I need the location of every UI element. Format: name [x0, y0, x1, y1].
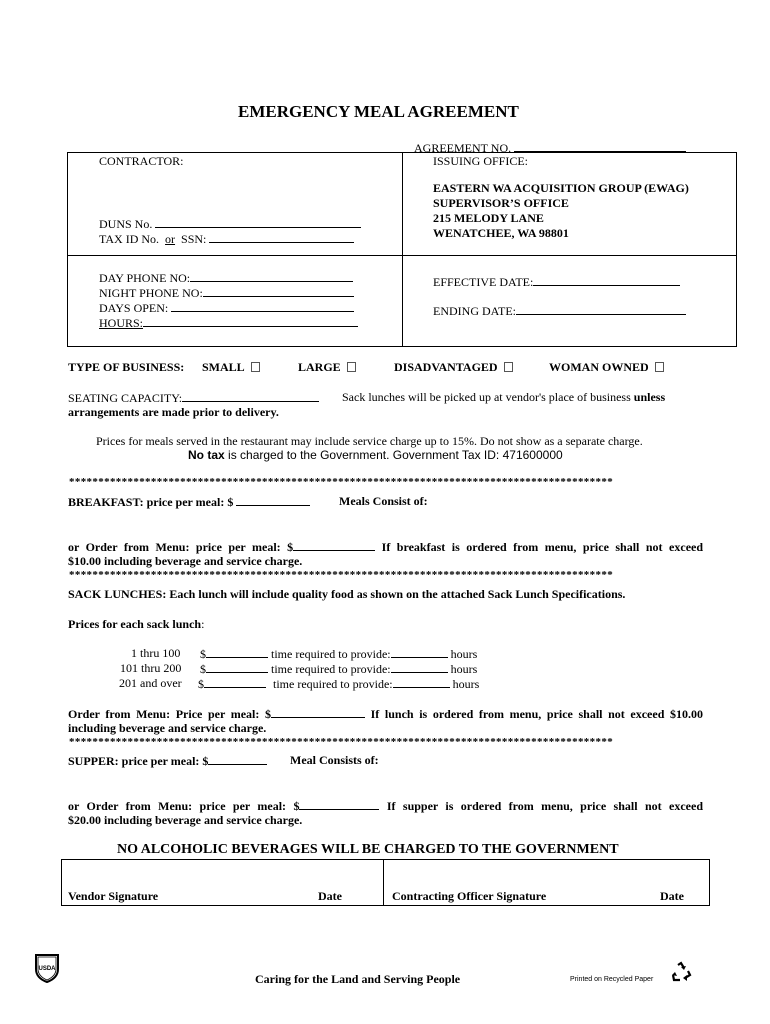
sack-price-field-2[interactable] [206, 661, 268, 673]
recycled-note: Printed on Recycled Paper [570, 976, 654, 983]
breakfast-menu-label: or Order from Menu: price per meal: $ [68, 540, 294, 554]
sack-prices-label: Prices for each sack lunch [68, 617, 202, 631]
sack-price-3 [198, 676, 479, 692]
days-open-label: DAYS OPEN: [99, 301, 169, 315]
page-title: EMERGENCY MEAL AGREEMENT [238, 102, 519, 121]
dollar-sign: $ [200, 662, 206, 676]
days-open-row [99, 300, 354, 316]
supper-price-suffix: : $ [195, 754, 209, 768]
sack-range-3: 201 and over [119, 676, 182, 690]
contractor-label: CONTRACTOR: [99, 154, 184, 168]
business-type-disadvantaged[interactable] [394, 360, 513, 375]
woman-owned-label: WOMAN OWNED [549, 360, 649, 374]
tax-id-label: TAX ID No. [99, 232, 160, 246]
night-phone-field[interactable] [203, 285, 354, 297]
agreement-no-label: AGREEMENT NO. [414, 141, 512, 155]
disadvantaged-checkbox[interactable] [504, 362, 513, 372]
lunch-menu-note2: including beverage and service charge. [68, 721, 267, 735]
woman-owned-checkbox[interactable] [655, 362, 664, 372]
vendor-signature-label: Vendor Signature [68, 889, 159, 903]
business-type-large[interactable] [298, 360, 356, 375]
small-checkbox[interactable] [251, 362, 260, 372]
dollar-sign: $ [200, 647, 206, 661]
breakfast-label: BREAKFAST [68, 495, 140, 509]
lunch-menu-row [68, 706, 703, 722]
sack-hours-1: hours [450, 647, 478, 661]
supper-price-field[interactable] [208, 753, 267, 765]
issuing-office-label: ISSUING OFFICE: [433, 154, 529, 168]
tax-id-text: is charged to the Government. Government Tax ID: 471600000 [224, 448, 563, 462]
breakfast-consist-label: Meals Consist of: [339, 494, 428, 508]
tax-id-field[interactable] [209, 231, 354, 243]
office-line-3: 215 MELODY LANE [433, 211, 544, 225]
sack-lunch-heading: SACK LUNCHES: Each lunch will include quality food as shown on the attached Sack Lunch Specifications. [68, 587, 626, 601]
sack-pickup-note-line2: arrangements are made prior to delivery. [68, 405, 279, 419]
sack-pickup-note-text: Sack lunches will be picked up at vendor's place of business [342, 390, 631, 404]
vendor-date-label: Date [318, 889, 342, 903]
ending-date-field[interactable] [516, 303, 686, 315]
supper-menu-field[interactable] [299, 798, 379, 810]
effective-date-field[interactable] [533, 274, 680, 286]
supper-menu-label: or Order from Menu: price per meal: $ [68, 799, 300, 813]
days-open-field[interactable] [171, 300, 354, 312]
supper-label: SUPPER: price per meal [68, 754, 196, 768]
supper-menu-note2: $20.00 including beverage and service charge. [68, 813, 303, 827]
footer-motto: Caring for the Land and Serving People [255, 972, 461, 986]
night-phone-row [99, 285, 354, 301]
prices-note-line1: Prices for meals served in the restaurant may include service charge up to 15%. Do not show as a separate charge. [96, 434, 643, 448]
sack-pickup-note-unless: unless [633, 390, 666, 404]
business-type-label: TYPE OF BUSINESS: [68, 360, 185, 374]
ssn-label: SSN: [181, 232, 207, 246]
day-phone-row [99, 270, 353, 286]
agreement-no-field[interactable] [514, 140, 686, 152]
sack-range-2: 101 thru 200 [120, 661, 182, 675]
seating-capacity-label: SEATING CAPACITY: [68, 391, 183, 405]
hours-row [99, 315, 358, 331]
lunch-menu-note: If lunch is ordered from menu, price shall not exceed $10.00 [370, 707, 703, 721]
tax-id-row [99, 231, 354, 247]
hours-field[interactable] [143, 315, 358, 327]
sack-time-field-2[interactable] [391, 661, 448, 673]
supper-row [68, 753, 267, 769]
sack-hours-3: hours [452, 677, 480, 691]
sack-time-label-1: time required to provide: [271, 647, 391, 661]
large-checkbox[interactable] [347, 362, 356, 372]
business-type-woman-owned[interactable] [549, 360, 664, 375]
seating-capacity-field[interactable] [182, 390, 319, 402]
usda-shield-icon [34, 953, 60, 983]
ending-date-row [433, 303, 686, 319]
duns-label: DUNS No. [99, 217, 153, 231]
disadvantaged-label: DISADVANTAGED [394, 360, 498, 374]
sack-time-label-2: time required to provide: [271, 662, 391, 676]
business-type-small[interactable] [202, 360, 260, 375]
prices-note-line2 [188, 448, 563, 462]
recycle-icon [670, 961, 692, 983]
sack-prices-colon: : [201, 617, 205, 631]
effective-date-label: EFFECTIVE DATE: [433, 275, 534, 289]
sack-row-3 [119, 676, 182, 691]
day-phone-label: DAY PHONE NO: [99, 271, 191, 285]
sack-prices-row [68, 617, 204, 632]
sack-time-label-3: time required to provide: [273, 677, 393, 691]
sack-row-1 [131, 646, 180, 661]
breakfast-price-field[interactable] [236, 494, 310, 506]
sack-row-2 [120, 661, 181, 676]
effective-date-row [433, 274, 680, 290]
seating-capacity-row [68, 390, 319, 406]
sack-price-2 [200, 661, 477, 677]
alcohol-notice: NO ALCOHOLIC BEVERAGES WILL BE CHARGED TO THE GOVERNMENT [117, 842, 619, 857]
or-label: or [165, 232, 176, 246]
breakfast-menu-row [68, 539, 703, 555]
box-divider-vertical [402, 152, 403, 346]
signature-box [61, 859, 710, 906]
separator-stars-3: ********************************************************************************************* [69, 736, 614, 748]
breakfast-row [68, 494, 310, 510]
separator-stars-2: ********************************************************************************************* [69, 569, 614, 581]
hours-label: HOURS: [99, 316, 144, 330]
office-line-1: EASTERN WA ACQUISITION GROUP (EWAG) [433, 181, 689, 195]
breakfast-price-label: : price per meal: $ [139, 495, 234, 509]
night-phone-label: NIGHT PHONE NO: [99, 286, 203, 300]
sack-time-field-3[interactable] [393, 676, 450, 688]
breakfast-menu-note: If breakfast is ordered from menu, price shall not exceed [381, 540, 704, 554]
large-label: LARGE [298, 360, 341, 374]
officer-date-label: Date [660, 889, 684, 903]
sack-price-field-1[interactable] [206, 646, 268, 658]
officer-signature-label: Contracting Officer Signature [392, 889, 547, 903]
day-phone-field[interactable] [190, 270, 353, 282]
supper-menu-note: If supper is ordered from menu, price shall not exceed [386, 799, 703, 813]
breakfast-menu-field[interactable] [293, 539, 375, 551]
sack-pickup-note [342, 390, 665, 405]
duns-field[interactable] [155, 216, 361, 228]
sack-price-1 [200, 646, 477, 662]
dollar-sign: $ [198, 677, 204, 691]
sack-time-field-1[interactable] [391, 646, 448, 658]
breakfast-menu-note2: $10.00 including beverage and service charge. [68, 554, 303, 568]
lunch-menu-label: Order from Menu: Price per meal: $ [68, 707, 271, 721]
duns-row [99, 216, 361, 232]
lunch-menu-field[interactable] [271, 706, 365, 718]
sack-range-1: 1 thru 100 [131, 646, 181, 660]
no-tax-label: No tax [188, 448, 225, 462]
office-line-4: WENATCHEE, WA 98801 [433, 226, 569, 240]
sack-hours-2: hours [450, 662, 478, 676]
small-label: SMALL [202, 360, 245, 374]
separator-stars-1: ********************************************************************************************* [69, 476, 614, 488]
office-line-2: SUPERVISOR’S OFFICE [433, 196, 569, 210]
ending-date-label: ENDING DATE: [433, 304, 516, 318]
supper-consist-label: Meal Consists of: [290, 753, 379, 767]
supper-menu-row [68, 798, 703, 814]
sack-price-field-3[interactable] [204, 676, 266, 688]
usda-logo-text: USDA [38, 966, 56, 972]
signature-divider [383, 859, 384, 905]
